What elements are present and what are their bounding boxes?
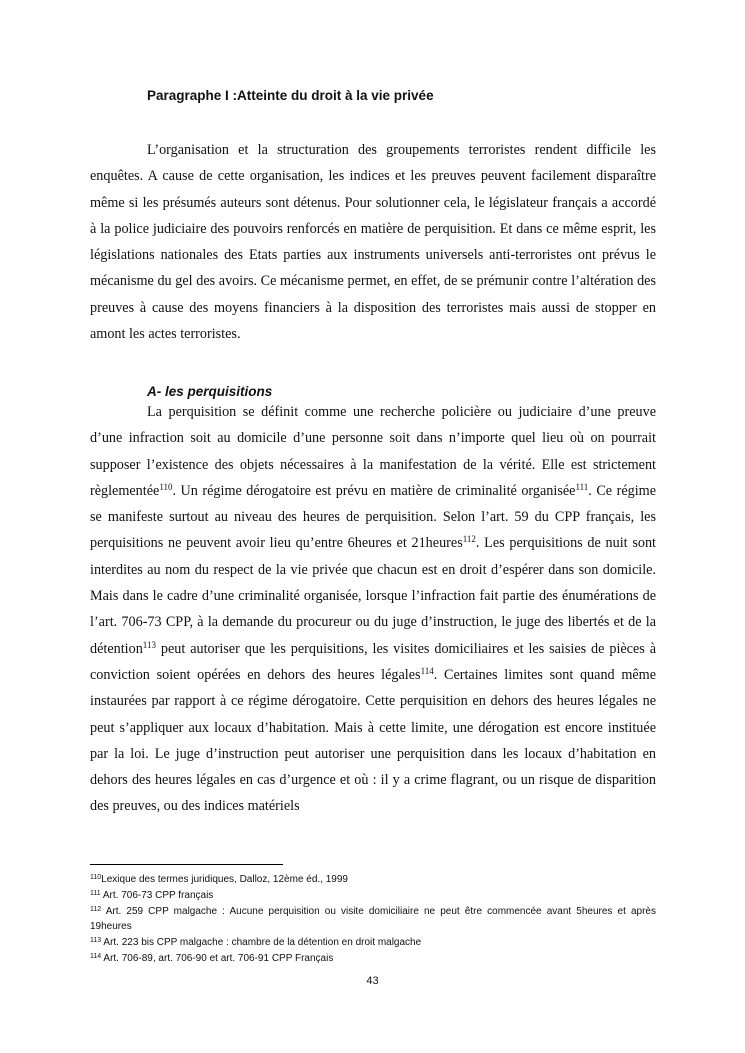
paragraph-perquisitions: [90, 399, 656, 820]
text-run: La perquisition se définit comme une recherche policière ou judiciaire d’une preuve d’une infraction soit au domicile d’une personne soit dans n’importe quel lieu où on pourrait supposer l’existence des objets nécessaires à la manifestation de la vérité. Elle est strictement règlementée: [90, 404, 656, 499]
footnote-text: Lexique des termes juridiques, Dalloz, 12ème éd., 1999: [101, 874, 348, 885]
text-run: peut autoriser que les perquisitions, les visites domiciliaires et les saisies de pièces à conviction soient opérées en dehors des heures légales: [90, 640, 656, 683]
text-run: . Ce régime se manifeste surtout au niveau des heures de perquisition. Selon l’art. 59 du CPP français, les perquisitions ne peuvent avoir lieu qu’entre 6heures et 21heures: [90, 482, 657, 552]
footnote-number: 110: [90, 874, 102, 881]
footnote-112: [90, 904, 656, 936]
footnote-110: [90, 872, 656, 888]
footnote-113: [90, 935, 656, 951]
footnote-text: Art. 706-73 CPP français: [100, 889, 214, 901]
footnote-ref-111[interactable]: 111: [575, 481, 589, 492]
footnote-number: 112: [90, 905, 102, 913]
footnote-separator: [90, 864, 283, 865]
text-run: . Certaines limites sont quand même instaurées par rapport à ce régime dérogatoire. Cette perquisition en dehors des heures légales ne peut s’appliquer aux locaux d’habitation. Mais à cette limite, une dérogation est encore instituée par la loi. Le juge d’instruction peut autoriser une perquisition dans les locaux d’habitation en dehors des heures légales en cas d’urgence et où : il y a crime flagrant, ou un risque de disparition des preuves, ou des indices matériels: [90, 666, 656, 815]
text-run: . Un régime dérogatoire est prévu en matière de criminalité organisée: [172, 482, 576, 499]
footnote-ref-112[interactable]: 112: [462, 534, 476, 545]
page-number: 43: [366, 975, 379, 987]
footnote-text: Art. 223 bis CPP malgache : chambre de la détention en droit malgache: [101, 937, 422, 949]
section-heading: Paragraphe I :Atteinte du droit à la vie privée: [147, 88, 434, 103]
footnote-number: 114: [90, 952, 102, 960]
footnote-text: Art. 259 CPP malgache : Aucune perquisition ou visite domiciliaire ne peut être commencée avant 5heures et après 19heures: [90, 905, 656, 933]
footnote-111: [90, 888, 656, 904]
footnote-ref-113[interactable]: 113: [142, 639, 156, 650]
footnote-114: [90, 951, 656, 967]
paragraph-intro: L’organisation et la structuration des groupements terroristes rendent difficile les enquêtes. A cause de cette organisation, les indices et les preuves peuvent facilement disparaître même si les présumés auteurs sont détenus. Pour solutionner cela, le législateur français a accordé à la police judiciaire des pouvoirs renforcés en matière de perquisition. Et dans ce même esprit, les législations nationales des Etats parties aux instruments universels anti-terroristes ont prévus le mécanisme du gel des avoirs. Ce mécanisme permet, en effet, de se prémunir contre l’altération des preuves à cause des moyens financiers à la disposition des terroristes mais aussi de stopper en amont les actes terroristes.: [90, 142, 656, 343]
footnotes: [90, 872, 656, 967]
footnote-ref-114[interactable]: 114: [420, 665, 434, 676]
footnote-number: 113: [90, 937, 102, 945]
subsection-heading: A- les perquisitions: [147, 384, 273, 399]
footnote-ref-110[interactable]: 110: [159, 481, 173, 492]
footnote-number: 111: [90, 889, 101, 897]
text-run: . Les perquisitions de nuit sont interdites au nom du respect de la vie privée que chacun est en droit d’espérer dans son domicile. Mais dans le cadre d’une criminalité organisée, lorsque l’infraction fait partie des énumérations de l’art. 706-73 CPP, à la demande du procureur ou du juge d’instruction, le juge des libertés et de la détention: [90, 535, 656, 657]
footnote-text: Art. 706-89, art. 706-90 et art. 706-91 CPP Français: [101, 952, 334, 964]
